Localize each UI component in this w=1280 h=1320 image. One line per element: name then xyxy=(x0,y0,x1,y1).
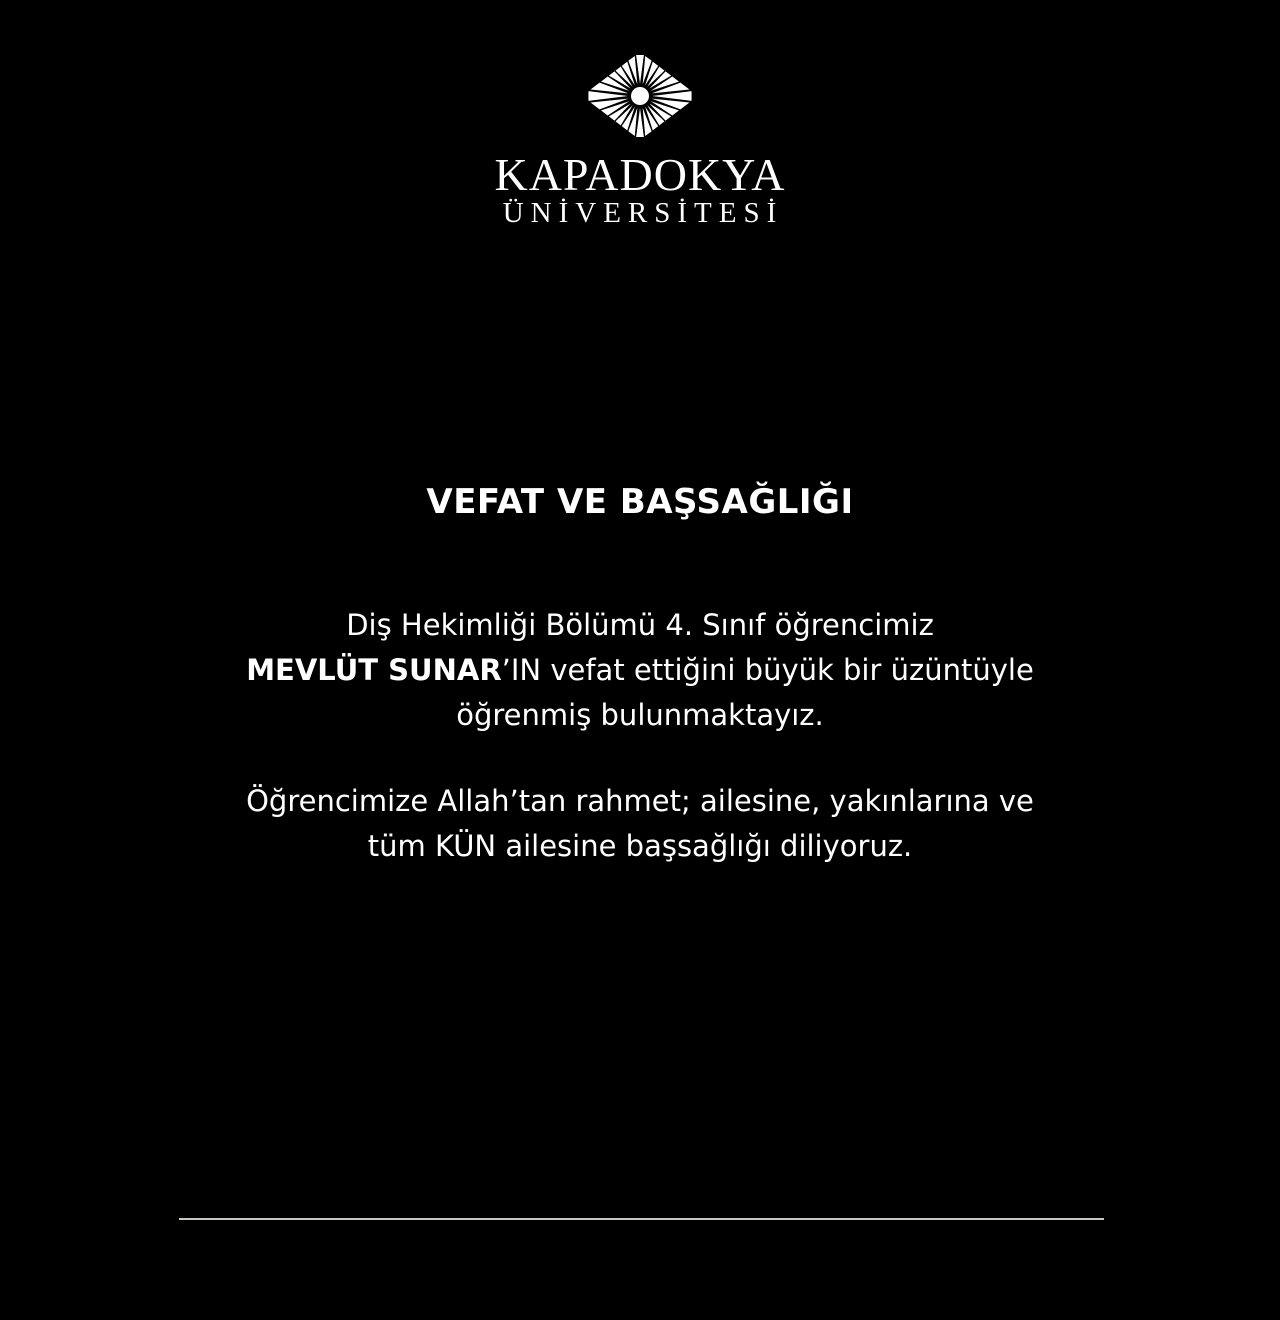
paragraph-1-line-2 xyxy=(100,648,1180,693)
paragraph-1-line-1: Diş Hekimliği Bölümü 4. Sınıf öğrencimiz xyxy=(346,608,934,642)
paragraph-1-line-2-rest: ’IN vefat ettiğini büyük bir üzüntüyle xyxy=(501,653,1034,687)
paragraph-2-line-1: Öğrencimize Allah’tan rahmet; ailesine, yakınlarına ve xyxy=(246,784,1034,818)
footer-divider xyxy=(179,1218,1104,1220)
logo-name: KAPADOKYA xyxy=(494,149,786,200)
announcement-title: VEFAT VE BAŞSAĞLIĞI xyxy=(426,482,854,522)
announcement-paragraph-1 xyxy=(100,603,1180,738)
paragraph-2-line-2: tüm KÜN ailesine başsağlığı diliyoruz. xyxy=(367,829,913,863)
sunburst-logo-icon xyxy=(580,52,700,148)
paragraph-1-line-3: öğrenmiş bulunmaktayız. xyxy=(456,698,824,732)
university-logo xyxy=(0,52,1280,228)
announcement-paragraph-2 xyxy=(100,779,1180,869)
logo-subtitle: ÜNİVERSİTESİ xyxy=(502,197,784,229)
student-name: MEVLÜT SUNAR xyxy=(246,653,502,687)
